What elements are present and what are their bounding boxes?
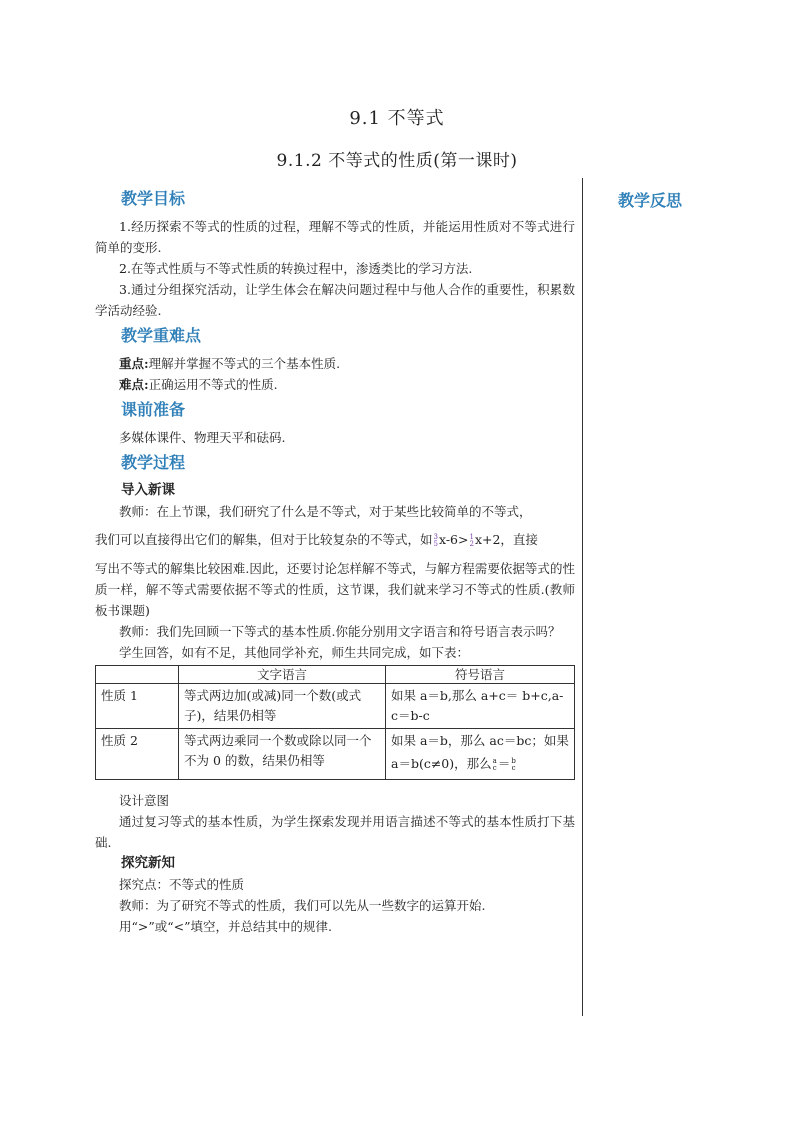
row1-label: 性质 1 <box>96 684 179 729</box>
fraction-3-5: 3 5 <box>433 532 438 548</box>
row2-symbol-line2: a＝b(c≠0)，那么 a c ＝ b c <box>391 756 516 772</box>
intro-paragraph-1: 教师：在上节课，我们研究了什么是不等式，对于某些比较简单的不等式， <box>119 504 532 519</box>
lesson-title: 9.1.2 不等式的性质(第一课时) <box>276 151 518 171</box>
row2-label: 性质 2 <box>96 729 179 780</box>
fraction-b-c: b c <box>511 756 516 772</box>
explore-title: 探究新知 <box>121 855 175 871</box>
design-title: 设计意图 <box>119 793 170 808</box>
explore-fill: 用“>”或“<”填空，并总结其中的规律. <box>119 919 332 934</box>
hard-text: 正确运用不等式的性质. <box>148 377 278 392</box>
row2-text: 等式两边乘同一个数或除以同一个不为 0 的数，结果仍相等 <box>179 729 386 780</box>
equality-properties-table <box>95 665 575 780</box>
row1-symbol: 如果 a＝b,那么 a+c＝ b+c,a-c＝b-c <box>386 684 575 729</box>
row2-symbol <box>386 729 575 780</box>
intro-title: 导入新课 <box>121 482 175 498</box>
intro-paragraph-2 <box>95 522 575 558</box>
fraction-1-2: 1 2 <box>469 532 474 548</box>
fraction-a-c: a c <box>492 756 497 772</box>
p2-expr-1: x-6> <box>438 532 469 547</box>
intro-paragraph-4: 教师：我们先回顾一下等式的基本性质.你能分别用文字语言和符号语言表示吗？ <box>119 624 561 639</box>
process-heading: 教学过程 <box>121 453 186 472</box>
column-divider <box>582 178 583 1016</box>
table-row <box>96 684 575 729</box>
table-header-symbol: 符号语言 <box>386 666 575 684</box>
key-label: 重点: <box>119 356 149 371</box>
prep-text: 多媒体课件、物理天平和砝码. <box>119 430 286 445</box>
objective-2: 2.在等式性质与不等式性质的转换过程中，渗透类比的学习方法. <box>119 261 473 276</box>
table-header-blank <box>96 666 179 684</box>
objective-1: 1.经历探索不等式的性质的过程，理解不等式的性质，并能运用性质对不等式进行简单的变形. <box>95 219 575 255</box>
key-text: 理解并掌握不等式的三个基本性质. <box>148 356 341 371</box>
main-column <box>95 184 575 937</box>
hard-point-line <box>95 374 575 395</box>
table-row <box>96 729 575 780</box>
row1-text: 等式两边加(或减)同一个数(或式子)，结果仍相等 <box>179 684 386 729</box>
prep-heading: 课前准备 <box>121 400 186 419</box>
table-header-text: 文字语言 <box>179 666 386 684</box>
intro-paragraph-3: 写出不等式的解集比较困难.因此，还要讨论怎样解不等式，与解方程需要依据等式的性质一样，解不等式需要依据不等式的性质，这节课，我们就来学习不等式的性质.(教师板书课题) <box>95 561 575 618</box>
objective-3: 3.通过分组探究活动，让学生体会在解决问题过程中与他人合作的重要性，积累数学活动经验. <box>95 282 575 318</box>
reflection-heading: 教学反思 <box>618 191 683 210</box>
table-header-row <box>96 666 575 684</box>
key-point-line <box>95 353 575 374</box>
objectives-heading: 教学目标 <box>121 189 186 208</box>
explore-teacher: 教师：为了研究不等式的性质，我们可以先从一些数字的运算开始. <box>119 898 486 913</box>
p2-text: 我们可以直接得出它们的解集，但对于比较复杂的不等式，如 <box>95 532 433 547</box>
key-points-heading: 教学重难点 <box>121 326 202 345</box>
hard-label: 难点: <box>119 377 149 392</box>
section-title: 9.1 不等式 <box>349 108 445 129</box>
row2-symbol-line1: 如果 a＝b，那么 ac＝bc；如果 <box>391 733 569 748</box>
explore-point: 探究点：不等式的性质 <box>119 877 245 892</box>
design-text: 通过复习等式的基本性质，为学生探索发现并用语言描述不等式的基本性质打下基础. <box>95 814 575 850</box>
intro-paragraph-5: 学生回答，如有不足，其他同学补充，师生共同完成，如下表： <box>119 645 470 660</box>
p2-expr-2: x+2，直接 <box>474 532 538 547</box>
